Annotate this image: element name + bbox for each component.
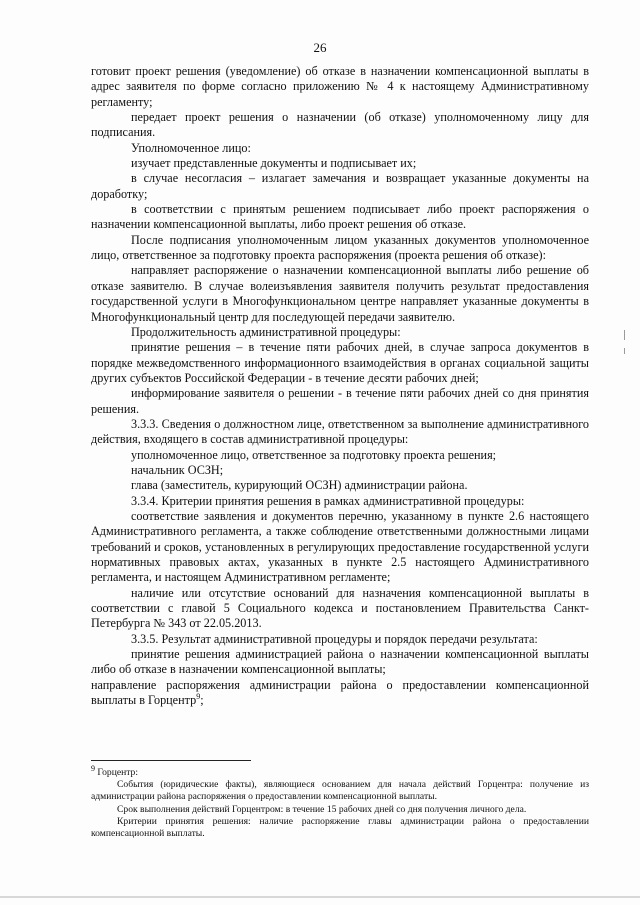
scan-margin-mark xyxy=(624,330,625,340)
footnotes xyxy=(91,763,589,840)
paragraph-text: направление распоряжения администрации района о предоставлении компенсационной выплаты в Горцентр xyxy=(91,677,589,708)
footnote-marker: 9 xyxy=(91,763,95,773)
paragraph: После подписания уполномоченным лицом указанных документов уполномоченное лицо, ответственное за подготовку проекта распоряжения (проекта решения об отказе): xyxy=(91,232,589,263)
paragraph: в соответствии с принятым решением подписывает либо проект распоряжения о назначении компенсационной выплаты, либо проект решения об отказе. xyxy=(91,202,589,232)
paragraph: Уполномоченное лицо: xyxy=(131,140,251,155)
paragraph: информирование заявителя о решении - в течение пяти рабочих дней со дня принятия решения. xyxy=(91,386,589,416)
scan-margin-mark xyxy=(624,348,625,354)
footnote-separator xyxy=(91,760,251,761)
paragraph: готовит проект решения (уведомление) об отказе в назначении компенсационной выплаты в адрес заявителя по форме согласно приложению № 4 к настоящему Административному регламенту; xyxy=(91,64,589,109)
paragraph: 3.3.4. Критерии принятия решения в рамках административной процедуры: xyxy=(131,493,525,508)
footnote-item: Срок выполнения действий Горцентром: в течение 15 рабочих дней со дня получения личного дела. xyxy=(117,803,527,815)
paragraph: наличие или отсутствие оснований для назначения компенсационной выплаты в соответствии с главой 5 Социального кодекса и постановлением Правительства Санкт-Петербурга № 343 от 22.05.2013. xyxy=(91,585,589,631)
paragraph: 3.3.3. Сведения о должностном лице, ответственном за выполнение административного действия, входящего в состав административной процедуры: xyxy=(91,416,589,447)
paragraph: передает проект решения о назначении (об отказе) уполномоченному лицу для подписания. xyxy=(91,110,589,140)
body-text xyxy=(91,64,589,708)
footnote-reference: 9 xyxy=(196,692,201,702)
footnote-item: Критерии принятия решения: наличие распоряжение главы администрации района о предоставлении компенсационной выплаты. xyxy=(91,815,589,840)
page-number: 26 xyxy=(313,40,327,55)
paragraph: начальник ОСЗН; xyxy=(131,462,224,477)
footnote-item: События (юридические факты), являющиеся основанием для начала действий Горцентра: получение из администрации района распоряжения о предоставлении компенсационной выплаты. xyxy=(91,779,589,803)
paragraph: Продолжительность административной процедуры: xyxy=(131,324,401,339)
paragraph: соответствие заявления и документов перечню, указанному в пункте 2.6 настоящего Административного регламента, а также соблюдение ответственными должностными лицами требований и сроков, установленных в регулирующих предоставление государственной услуги нормативных правовых актах, указанных в пункте 2.5 настоящего Административного регламента, и настоящем Административном регламенте; xyxy=(91,508,589,585)
footnote-heading xyxy=(91,763,589,779)
paragraph: принятие решения – в течение пяти рабочих дней, в случае запроса документов в порядке межведомственного информационного взаимодействия в органах социальной защиты других субъектов Российской Федерации - в течение десяти рабочих дней; xyxy=(91,340,589,385)
paragraph: в случае несогласия – излагает замечания и возвращает указанные документы на доработку; xyxy=(91,171,589,201)
paragraph: изучает представленные документы и подписывает их; xyxy=(131,156,417,171)
paragraph: глава (заместитель, курирующий ОСЗН) администрации района. xyxy=(131,478,468,493)
footnote-title: Горцентр: xyxy=(97,767,139,778)
paragraph: 3.3.5. Результат административной процедуры и порядок передачи результата: xyxy=(131,631,538,646)
paragraph: уполномоченное лицо, ответственное за подготовку проекта решения; xyxy=(131,447,497,462)
paragraph-suffix: ; xyxy=(200,693,204,708)
paragraph: принятие решения администрацией района о назначении компенсационной выплаты либо об отказе в назначении компенсационной выплаты; xyxy=(91,647,589,677)
scan-bottom-edge xyxy=(0,896,640,898)
paragraph: направляет распоряжение о назначении компенсационной выплаты либо решение об отказе заявителю. В случае волеизъявления заявителя получить результат предоставления государственной услуги в Многофункциональном центре направляет указанные документы в Многофункциональный центр для последующей передачи заявителю. xyxy=(91,263,589,324)
paragraph-with-footnote xyxy=(91,678,589,709)
